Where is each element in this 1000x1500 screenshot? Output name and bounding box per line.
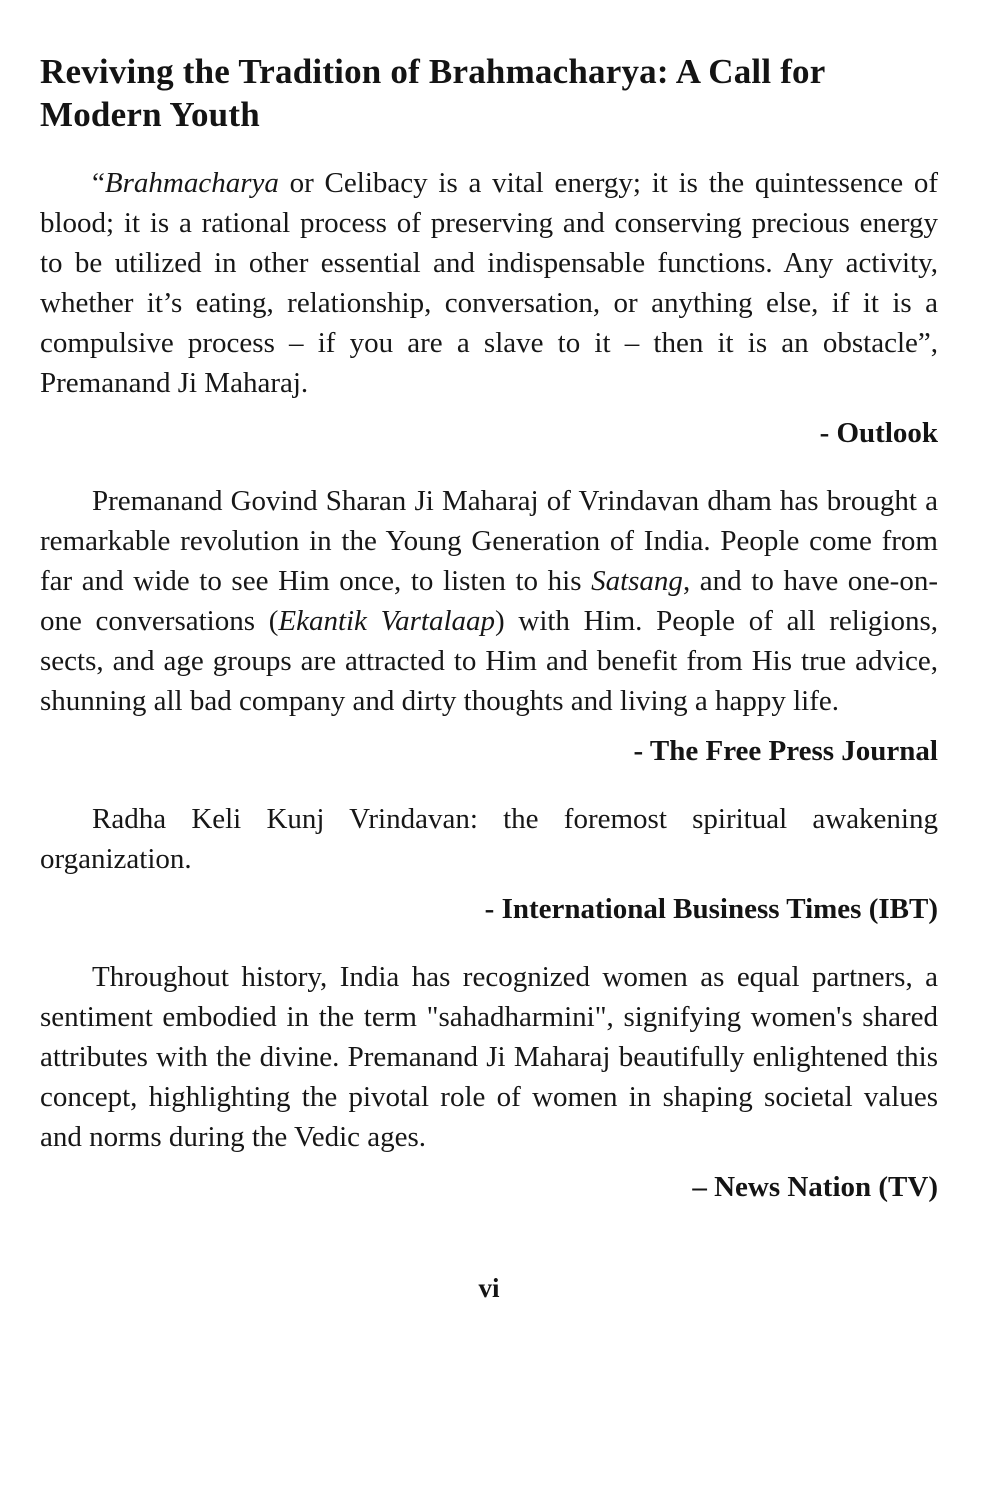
quote-paragraph-free-press-journal <box>40 481 938 721</box>
attribution-news-nation: – News Nation (TV) <box>692 1170 938 1203</box>
text-run: ) with Him. People of all religions, sects, and age groups are attracted to Him and benefit from His true advice, shunning all bad company and dirty thoughts and living a happy life. <box>40 604 938 717</box>
text-run: , and to have one-on-one conversations ( <box>40 564 938 637</box>
text-run: “ <box>92 166 105 199</box>
text-run: Premanand Govind Sharan Ji Maharaj of Vrindavan dham has brought a remarkable revolution in the Young Generation of India. People come from far and wide to see Him once, to listen to his <box>40 484 938 597</box>
text-run: Radha Keli Kunj Vrindavan: the foremost spiritual awakening organization. <box>40 802 938 875</box>
attribution-international-business-times: - International Business Times (IBT) <box>484 892 938 925</box>
italic-text-run: Ekantik Vartalaap <box>278 604 496 637</box>
quote-paragraph-brahmacharya <box>40 163 938 403</box>
text-run: or Celibacy is a vital energy; it is the quintessence of blood; it is a rational process of preserving and conserving precious energy to be utilized in other essential and indispensable functions. Any activity, whether it’s eating, relationship, conversation, or anything else, if it is a compulsive process – if you are a slave to it – then it is an obstacle”, Premanand Ji Maharaj. <box>40 166 938 399</box>
italic-text-run: Satsang <box>591 564 683 597</box>
page-number: vi <box>478 1272 500 1303</box>
text-run: Throughout history, India has recognized women as equal partners, a sentiment embodied in the term "sahadharmini", signifying women's shared attributes with the divine. Premanand Ji Maharaj beautifully enlightened this concept, highlighting the pivotal role of women in shaping societal values and norms during the Vedic ages. <box>40 960 938 1153</box>
page-title: Reviving the Tradition of Brahmacharya: A Call for Modern Youth <box>40 52 825 135</box>
attribution-free-press-journal: - The Free Press Journal <box>633 734 938 767</box>
quote-paragraph-news-nation <box>40 957 938 1157</box>
italic-text-run: Brahmacharya <box>104 166 279 199</box>
attribution-outlook: - Outlook <box>819 416 938 449</box>
quote-paragraph-ibt <box>40 799 938 879</box>
